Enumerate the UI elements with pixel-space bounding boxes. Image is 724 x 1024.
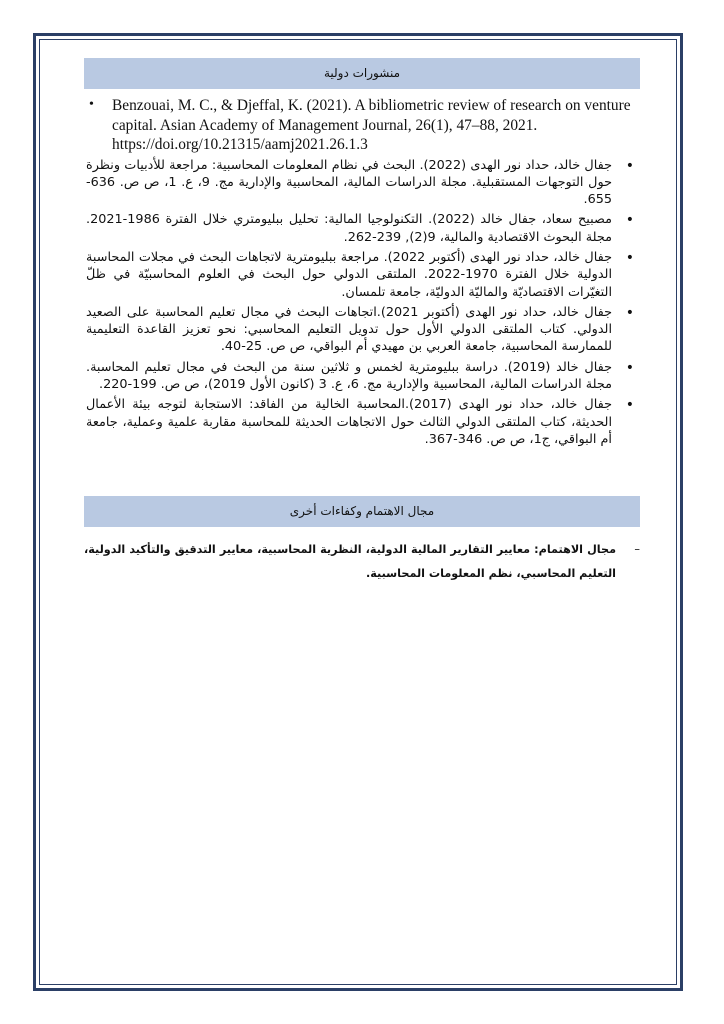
reference-text: جفال خالد، حداد نور الهدى (2017).المحاسبة الخالية من الفاقد: الاستجابة لتوجه بيئة الأعمال الحديثة، كتاب الملتقى الدولي الثالث حول الاتجاهات الحديثة للمحاسبة مقاربة علمية وعملية، جامعة أم البواقي، ج1، ص ص. 346-367. <box>86 397 612 447</box>
reference-text: Benzouai, M. C., & Djeffal, K. (2021). A bibliometric review of research on venture capital. Asian Academy of Management Journal, 26(1), 47–88, 2021. https://doi.org/10.21315/aamj2021.26.1.3 <box>112 97 631 153</box>
publications-header: منشورات دولية <box>84 58 640 89</box>
reference-text: جفال خالد، حداد نور الهدى (أكتوبر 2021).اتجاهات البحث في مجال تعليم المحاسبة على الصعيد الدولي. كتاب الملتقى الدولي الأول حول تدويل التعليم المحاسبي: نحو تعزيز القاعدة التعليمية للممارسة المحاسبية، جامعة العربي بن مهيدي أم البواقي، ص ص. 25-40. <box>86 304 612 355</box>
reference-item <box>86 304 638 356</box>
bullet-icon: • <box>625 157 634 174</box>
reference-text: مصبيح سعاد، جفال خالد (2022). التكنولوجيا المالية: تحليل ببليومتري خلال الفترة 1986-2021. مجلة البحوث الاقتصادية والمالية، 9(2), 239-262. <box>86 212 612 245</box>
interests-paragraph <box>84 538 640 586</box>
bullet-icon: • <box>89 97 94 112</box>
reference-item <box>86 96 638 155</box>
bullet-icon: • <box>625 359 634 376</box>
bullet-icon: • <box>625 304 634 321</box>
reference-item <box>86 211 638 246</box>
interests-text: مجال الاهتمام: معايير التقارير المالية الدولية، النظرية المحاسبية، معايير التدقيق والتأكيد الدولية، التعليم المحاسبي، نظم المعلومات المحاسبية. <box>84 543 616 580</box>
references-list <box>86 96 638 451</box>
bullet-icon: • <box>625 249 634 266</box>
reference-item <box>86 249 638 301</box>
reference-text: جفال خالد (2019). دراسة ببليومترية لخمس و ثلاثين سنة من البحث في مجال تعليم المحاسبة. مجلة الدراسات المالية، المحاسبية والإدارية مج. 6، ع. 3 (كانون الأول 2019)، ص ص. 199-220. <box>86 359 612 393</box>
bullet-icon: • <box>625 397 634 414</box>
interests-header: مجال الاهتمام وكفاءات أخرى <box>84 496 640 527</box>
reference-item <box>86 359 638 394</box>
reference-item <box>86 157 638 209</box>
reference-text: جفال خالد، حداد نور الهدى (2022). البحث في نظام المعلومات المحاسبية: مراجعة للأدبيات ونظرة حول التوجهات المستقبلية. مجلة الدراسات المالية، المحاسبية والإدارية مج. 9، ع. 1، ص ص. 636-655. <box>86 157 612 208</box>
reference-text: جفال خالد، حداد نور الهدى (أكتوبر 2022). مراجعة ببليومترية لاتجاهات البحث في مجلات المحاسبة الدولية خلال الفترة 1970-2022. الملتقى الدولي حول البحث في العلوم المحاسبيّة في ظلّ التغيّرات الاقتصاديّة والماليّة الدوليّة، جامعة تلمسان. <box>86 249 613 300</box>
dash-icon: – <box>634 543 640 556</box>
bullet-icon: • <box>625 212 634 229</box>
reference-item <box>86 396 638 448</box>
